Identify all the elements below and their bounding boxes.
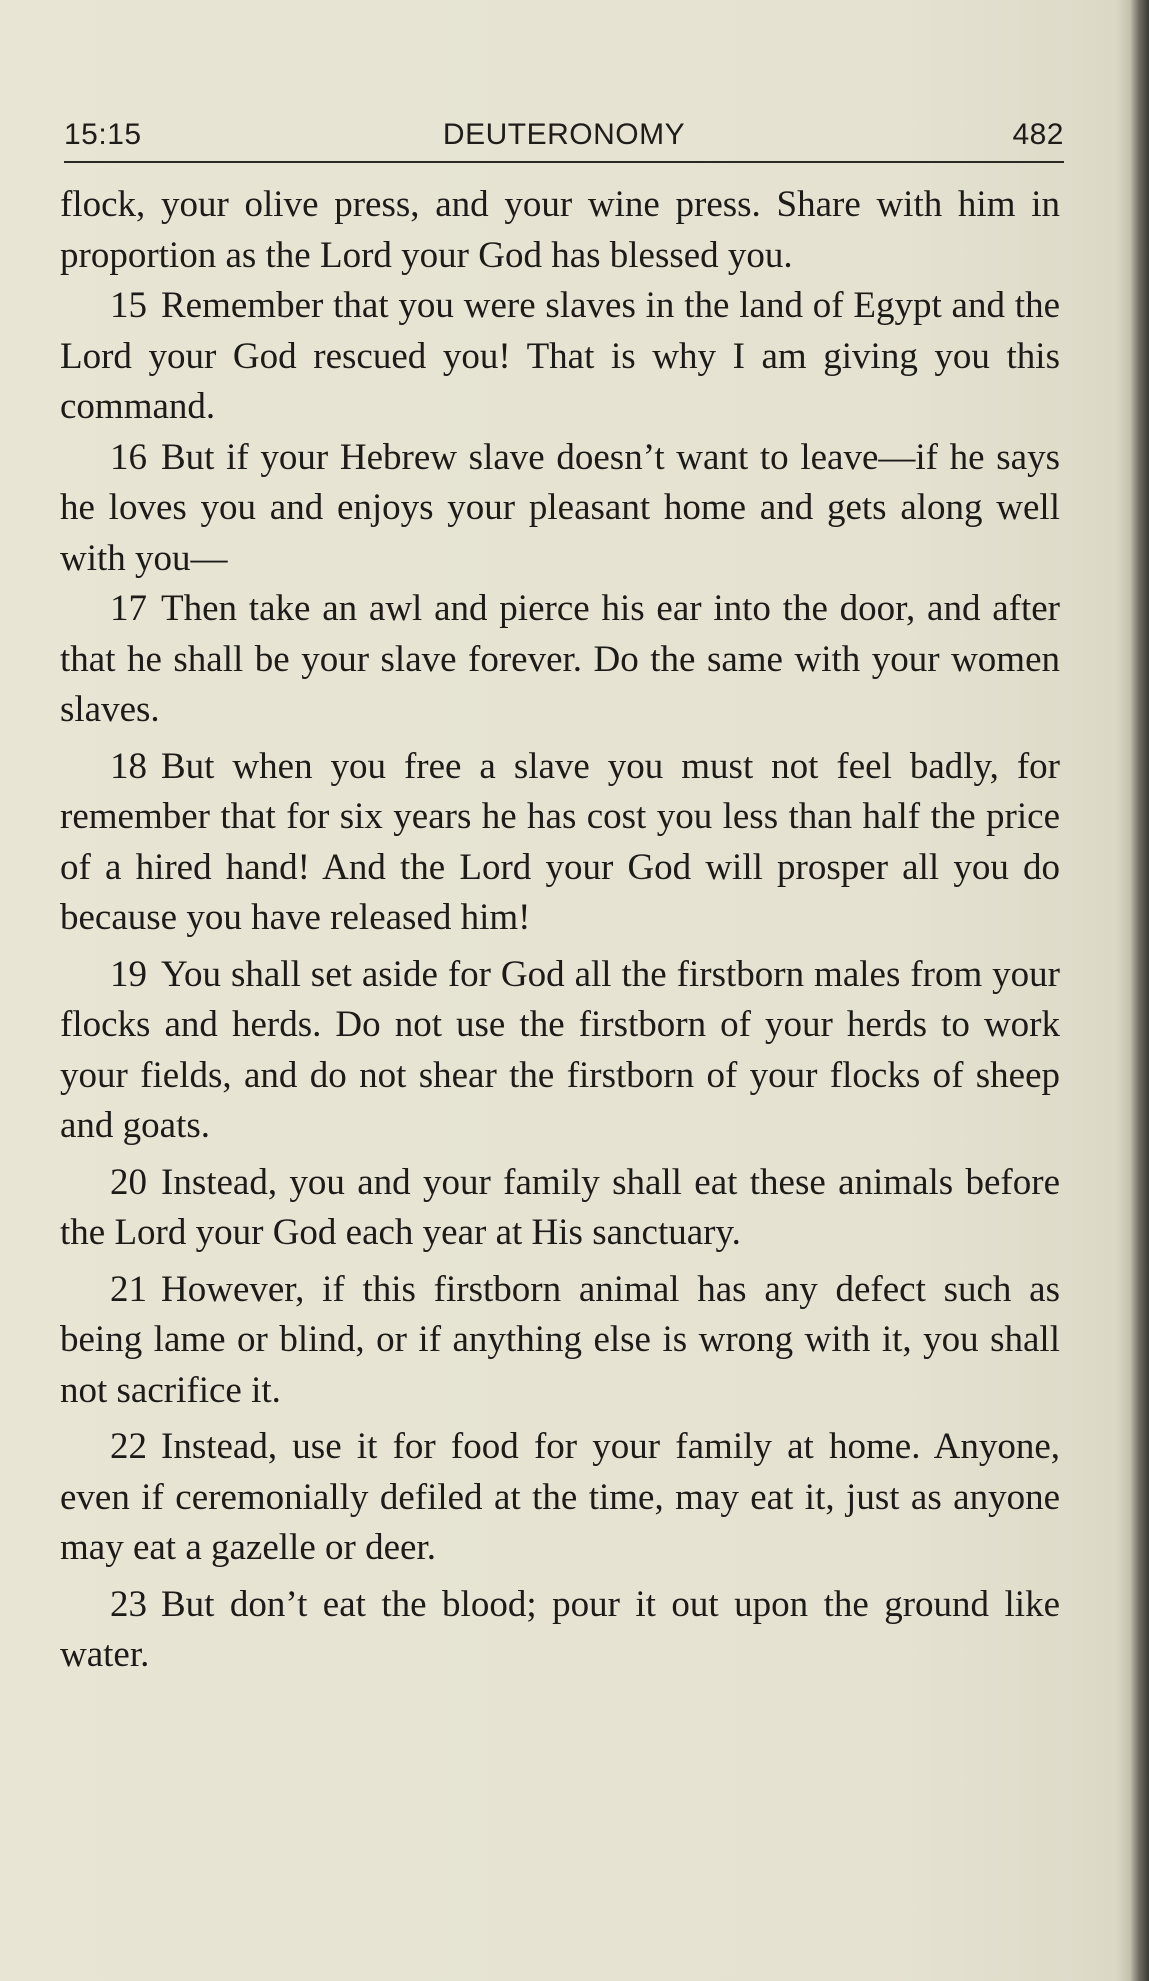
verse-number: 19 [110,953,147,995]
verse-text: However, if this firstborn animal has any defect such as being lame or blind, or if anything else is wrong with it, you shall not sacrifice it. [60,1268,1060,1411]
verse-text: But when you free a slave you must not feel badly, for remember that for six years he has cost you less than half the price of a hired hand! And the Lord your God will prosper all you do because you have released him! [60,745,1060,938]
page-number: 482 [1012,118,1064,151]
verse-number: 17 [110,588,147,629]
book-title: DEUTERONOMY [442,118,686,151]
verse-number: 22 [110,1426,147,1467]
page-gutter-shadow [1117,0,1131,1981]
paragraph-continuation [60,180,1060,281]
verse-number: 18 [110,745,147,787]
verse-16 [60,433,1060,585]
verse-number: 16 [110,436,147,478]
chapter-verse-reference: 15:15 [64,118,142,151]
verse-text: You shall set aside for God all the firstborn males from your flocks and herds. Do not use the firstborn of your herds to work your fields, and do not shear the firstborn of your flocks of sheep and goats. [60,953,1060,1146]
verse-17 [60,584,1060,736]
verse-22 [60,1422,1060,1574]
verse-number: 15 [110,285,147,326]
verse-21 [60,1265,1060,1417]
header-rule [64,161,1064,163]
page-edge [1131,0,1149,1981]
verse-20 [60,1158,1060,1259]
page-body [60,180,1060,1681]
verse-text: Then take an awl and pierce his ear into the door, and after that he shall be your slave forever. Do the same with your women slaves. [60,588,1060,730]
verse-text: But if your Hebrew slave doesn’t want to leave—if he says he loves you and enjoys your pleasant home and gets along well with you— [60,436,1060,579]
verse-number: 23 [110,1583,147,1625]
verse-text: Remember that you were slaves in the land of Egypt and the Lord your God rescued you! That is why I am giving you this command. [60,285,1060,427]
verse-text: Instead, you and your family shall eat these animals before the Lord your God each year at His sanctuary. [60,1161,1060,1253]
verse-number: 21 [110,1268,147,1310]
verse-19 [60,950,1060,1152]
verse-23 [60,1580,1060,1681]
verse-number: 20 [110,1161,147,1203]
verse-text: Instead, use it for food for your family at home. Anyone, even if ceremonially defiled at the time, may eat it, just as anyone may eat a gazelle or deer. [60,1426,1060,1568]
running-head [64,118,1064,160]
verse-text: But don’t eat the blood; pour it out upon the ground like water. [60,1583,1060,1675]
paragraph-text: flock, your olive press, and your wine press. Share with him in proportion as the Lord your God has blessed you. [60,184,1060,276]
verse-18 [60,742,1060,944]
verse-15 [60,281,1060,433]
